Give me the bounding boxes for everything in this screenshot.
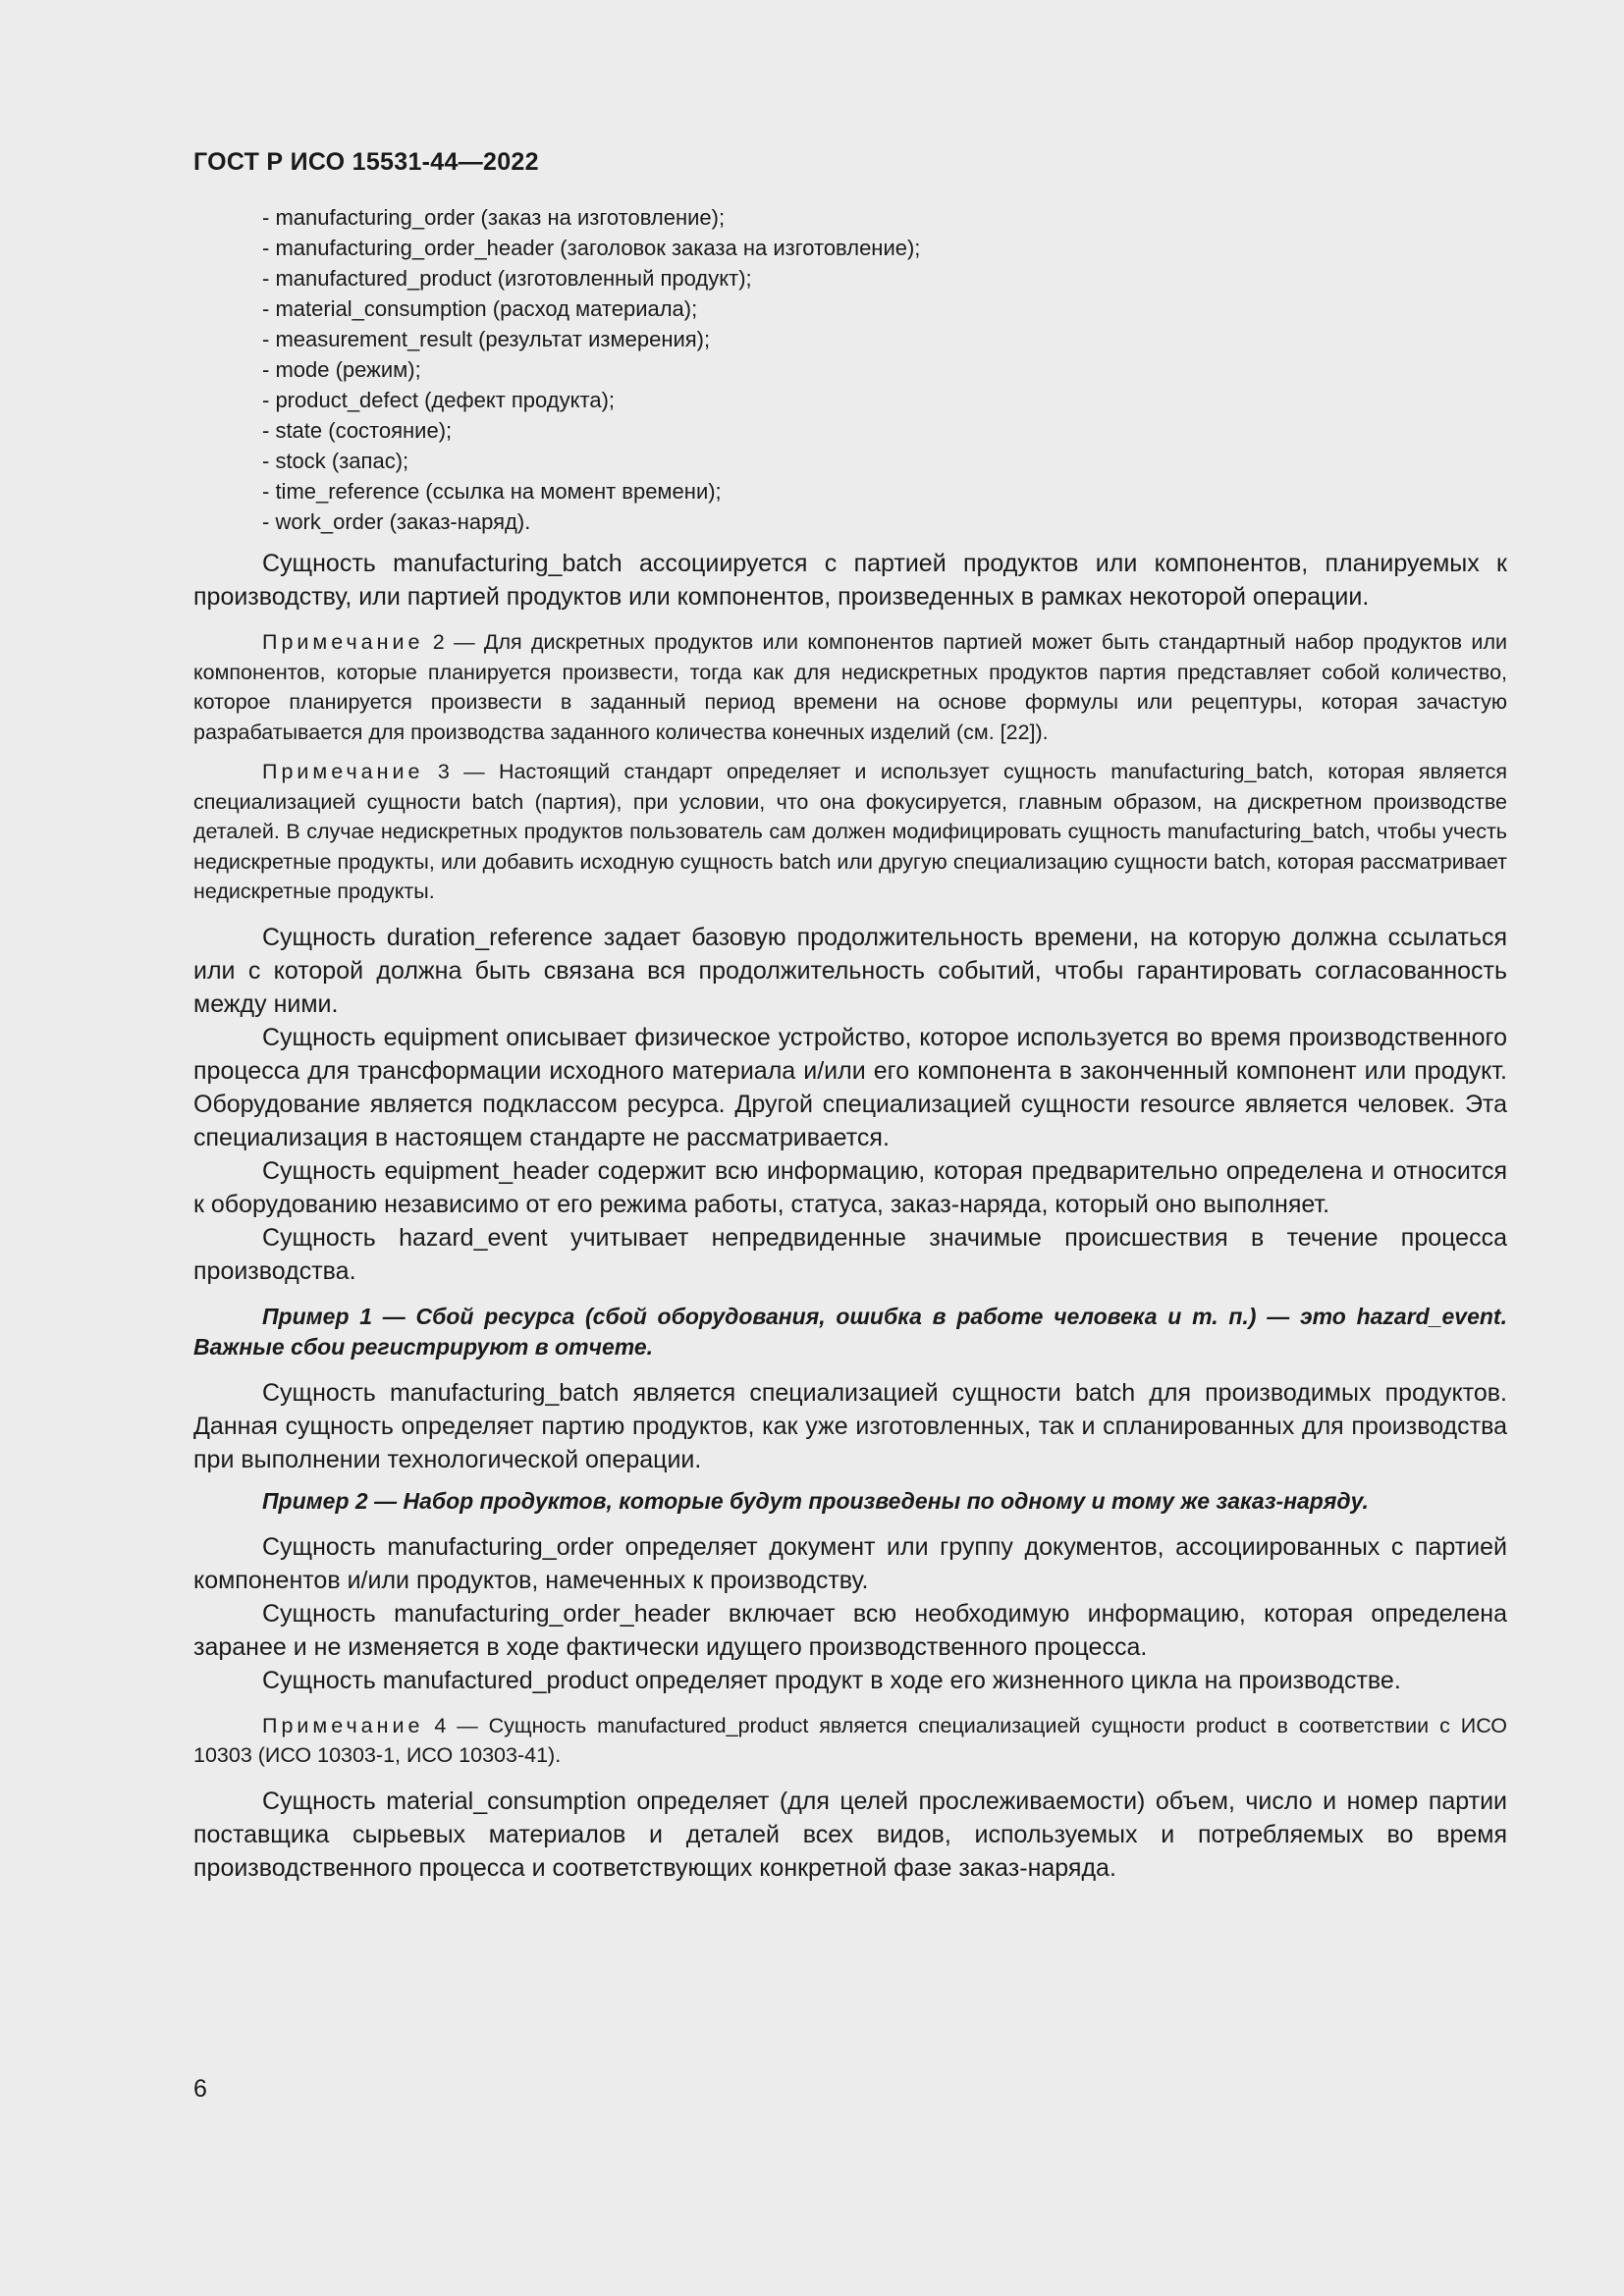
list-item: - manufacturing_order (заказ на изготовление);	[262, 205, 726, 230]
list-item: - manufacturing_order_header (заголовок заказа на изготовление);	[262, 236, 921, 260]
list-item: - product_defect (дефект продукта);	[262, 388, 616, 412]
note-text: 3 — Настоящий стандарт определяет и использует сущность manufacturing_batch, которая является специализацией сущности batch (партия), при условии, что она фокусируется, главным образом, на дискретном производстве деталей. В случае недискретных продуктов пользователь сам должен модифицировать сущность manufacturing_batch, чтобы учесть недискретные продукты, или добавить исходную сущность batch или другую специализацию сущности batch, которая рассматривает недискретные продукты.	[193, 760, 1507, 903]
document-header: ГОСТ Р ИСО 15531-44—2022	[193, 148, 539, 176]
note-text: 4 — Сущность manufactured_product является специализацией сущности product в соответствии с ИСО 10303 (ИСО 10303-1, ИСО 10303-41).	[193, 1713, 1507, 1767]
note-4	[193, 1711, 1507, 1771]
paragraph-hazard-event: Сущность hazard_event учитывает непредвиденные значимые происшествия в течение процесса производства.	[193, 1223, 1507, 1285]
list-item: - measurement_result (результат измерения);	[262, 327, 711, 351]
paragraph-manufacturing-order-header: Сущность manufacturing_order_header включает всю необходимую информацию, которая определена заранее и не изменяется в ходе фактически идущего производственного процесса.	[193, 1599, 1507, 1661]
note-3	[193, 757, 1507, 907]
list-item: - state (состояние);	[262, 418, 453, 443]
list-item: - work_order (заказ-наряд).	[262, 509, 531, 534]
document-body	[193, 202, 1507, 1885]
note-label: Примечание	[262, 1713, 424, 1737]
page-number: 6	[193, 2075, 207, 2103]
list-item: - time_reference (ссылка на момент времени);	[262, 479, 722, 504]
note-2	[193, 627, 1507, 747]
paragraph-manufacturing-batch: Сущность manufacturing_batch ассоциируется с партией продуктов или компонентов, планируемых к производству, или партией продуктов или компонентов, произведенных в рамках некоторой операции.	[193, 550, 1507, 611]
note-label: Примечание	[262, 630, 424, 654]
paragraph-equipment-header: Сущность equipment_header содержит всю информацию, которая предварительно определена и относится к оборудованию независимо от его режима работы, статуса, заказ-наряда, который оно выполняет.	[193, 1156, 1507, 1218]
paragraph-equipment: Сущность equipment описывает физическое устройство, которое используется во время производственного процесса для трансформации исходного материала и/или его компонента в законченный компонент или продукт. Оборудование является подклассом ресурса. Другой специализацией сущности resource является человек. Эта специализация в настоящем стандарте не рассматривается.	[193, 1023, 1507, 1151]
paragraph-duration-reference: Сущность duration_reference задает базовую продолжительность времени, на которую должна ссылаться или с которой должна быть связана вся продолжительность событий, чтобы гарантировать согласованность между ними.	[193, 923, 1507, 1018]
list-item: - stock (запас);	[262, 449, 409, 473]
list-item: - material_consumption (расход материала);	[262, 296, 698, 321]
note-text: 2 — Для дискретных продуктов или компонентов партией может быть стандартный набор продуктов или компонентов, которые планируется произвести, тогда как для недискретных продуктов партия представляет собой количество, которое планируется произвести в заданный период времени на основе формулы или рецептуры, которая зачастую разрабатывается для производства заданного количества конечных изделий (см. [22]).	[193, 630, 1507, 744]
paragraph-manufacturing-batch-2: Сущность manufacturing_batch является специализацией сущности batch для производимых продуктов. Данная сущность определяет партию продуктов, как уже изготовленных, так и спланированных для производства при выполнении технологической операции.	[193, 1378, 1507, 1473]
paragraph-material-consumption: Сущность material_consumption определяет (для целей прослеживаемости) объем, число и номер партии поставщика сырьевых материалов и деталей всех видов, используемых и потребляемых во время производственного процесса и соответствующих конкретной фазе заказ-наряда.	[193, 1787, 1507, 1882]
note-label: Примечание	[262, 760, 424, 783]
example-1: Пример 1 — Сбой ресурса (сбой оборудования, ошибка в работе человека и т. п.) — это hazard_event. Важные сбои регистрируют в отчете.	[193, 1303, 1507, 1360]
example-2: Пример 2 — Набор продуктов, которые будут произведены по одному и тому же заказ-наряду.	[262, 1487, 1369, 1514]
paragraph-manufactured-product: Сущность manufactured_product определяет продукт в ходе его жизненного цикла на производстве.	[262, 1666, 1401, 1694]
list-item: - manufactured_product (изготовленный продукт);	[262, 266, 752, 291]
paragraph-manufacturing-order: Сущность manufacturing_order определяет документ или группу документов, ассоциированных с партией компонентов и/или продуктов, намеченных к производству.	[193, 1532, 1507, 1594]
list-item: - mode (режим);	[262, 357, 421, 382]
entity-list	[193, 202, 1507, 537]
